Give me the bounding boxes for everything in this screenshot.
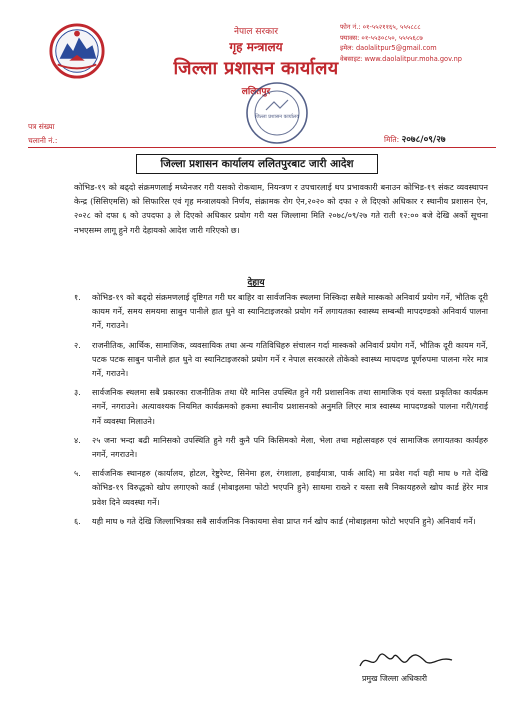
point-text: कोभिड-१९ को बढ्दो संक्रमणलाई दृष्टिगत गरी घर बाहिर वा सार्वजनिक स्थलमा निस्किदा सबैले मास्कको अनिवार्य प्रयोग गर्ने, भौतिक दूरी कायम गर्ने, समय समयमा साबुन पानीले हात धुने वा स्यानिटाइजरको प्रयोग गर्ने लगायतका स्वास्थ्य सम्बन्धी मापदण्डको अनिवार्य पालना गर्ने, गराउने। [92,292,488,331]
contact-block [340,22,462,64]
gov-name: नेपाल सरकार [233,27,279,37]
order-point [74,338,488,381]
letter-date [384,132,446,145]
point-number: ४. [74,434,81,445]
stamp-text: जिल्ला प्रशासन कार्यालय [254,114,300,120]
document-heading: जिल्ला प्रशासन कार्यालय ललितपुरबाट जारी आदेश [136,154,378,174]
letterhead-divider [28,147,496,148]
phone-text: फोन नं.: ०१-५५२११६५, ५५५८८८ [340,23,421,31]
signature-icon [356,650,456,672]
date-label: मिति: [384,135,400,144]
date-value: २०७८/०९/२७ [401,135,446,145]
order-point [74,514,488,528]
district-name: ललितपुर [241,87,271,97]
email-text: इमेल: daolalitpur5@gmail.com [340,44,437,52]
point-number: ६. [74,515,81,526]
section-title: देहाय [247,278,265,288]
ministry-name: गृह मन्त्रालय [229,40,283,54]
point-number: १. [74,292,81,302]
point-number: २. [74,339,81,350]
fax-text: फ्याक्स: ०१-५५३०८५०, ५५५५६८७ [340,33,423,42]
order-points [74,290,488,533]
letter-no-label: पत्र संख्या [28,122,55,131]
point-text: सार्वजनिक स्थानहरु (कार्यालय, होटल, रेष्टुरेण्ट, सिनेमा हल, रंगशाला, हवाईयात्रा, पार्क आदि) मा प्रवेश गर्दा यही माघ ७ गते देखि कोभिड-१९ विरुद्धको खोप लगाएको कार्ड (मोबाइलमा फोटो भएपनि हुने) साथमा राख्ने र यस्ता सबै निकायहरुले खोप कार्ड हेरेर मात्र प्रवेश दिने व्यवस्था गर्ने। [92,468,488,507]
point-text: राजनीतिक, आर्थिक, सामाजिक, व्यवसायिक तथा अन्य गतिविधिहरु संचालन गर्दा मास्कको अनिवार्य प्रयोग गर्ने, भौतिक दूरी कायम गर्ने, पटक पटक साबुन पानीले हात धुने वा स्यानिटाइजरको प्रयोग गर्ने र नेपाल सरकारले तोकेको स्वास्थ्य मापदण्ड पूर्णरुपमा पालना गरेर मात्र गर्ने, गराउने। [92,339,488,379]
website-text: वेबसाइट: www.daolalitpur.moha.gov.np [340,54,462,63]
point-text: यही माघ ७ गते देखि जिल्लाभित्रका सबै सार्वजनिक निकायमा सेवा प्राप्त गर्न खोप कार्ड (मोबाइलमा फोटो भएपनि हुने) अनिवार्य गर्ने। [92,515,476,526]
order-point [74,433,488,461]
dispatch-no-label: चलानी नं.: [28,136,58,145]
point-text: २५ जना भन्दा बढी मानिसको उपस्थिति हुने गरी कुनै पनि किसिमको मेला, भेला तथा महोत्सवहरु एवं सामाजिक लगायतका कार्यहरु नगर्ने, नगराउने। [92,434,488,460]
letter-meta [28,120,57,148]
order-point [74,466,488,509]
office-stamp-icon [244,80,310,146]
intro-paragraph: कोभिड-१९ को बढ्दो संक्रमणलाई मध्येनजर गरी यसको रोकथाम, नियन्त्रण र उपचारलाई थप प्रभावकारी बनाउन कोभिड-१९ संकट व्यवस्थापन केन्द्र (सिसिएमसि) को सिफारिस एवं गृह मन्त्रालयको निर्णय, संक्रामक रोग ऐन,२०२० को दफा २ ले दिएको अधिकार र स्थानीय प्रशासन ऐन, २०२८ को दफा ६ को उपदफा ३ ले दिएको अधिकार प्रयोग गरी यस जिल्लामा मिति २०७८/०९/२७ गते राती १२:०० बजे देखि अर्को सूचना नभएसम्म लागू हुने गरी देहायको आदेश जारी गरिएको छ। [74,182,488,235]
order-point [74,385,488,428]
office-name: जिल्ला प्रशासन कार्यालय [173,58,339,79]
point-text: सार्वजनिक स्थलमा सबै प्रकारका राजनीतिक तथा धेरै मानिस उपस्थित हुने गरी प्रशासनिक तथा सामाजिक एवं यस्ता प्रकृतिका कार्यक्रम नगर्ने, नगराउने। अत्यावश्यक नियमित कार्यक्रमको हकमा स्थानीय प्रशासनको अनुमति लिएर मात्र स्वास्थ्य मापदण्डको पालना गरी/गराई गर्ने व्यवस्था मिलाउने। [92,387,488,426]
signatory-title: प्रमुख जिल्ला अधिकारी [362,674,428,683]
point-number: ३. [74,387,81,398]
order-point [74,290,488,333]
point-number: ५. [74,468,81,479]
